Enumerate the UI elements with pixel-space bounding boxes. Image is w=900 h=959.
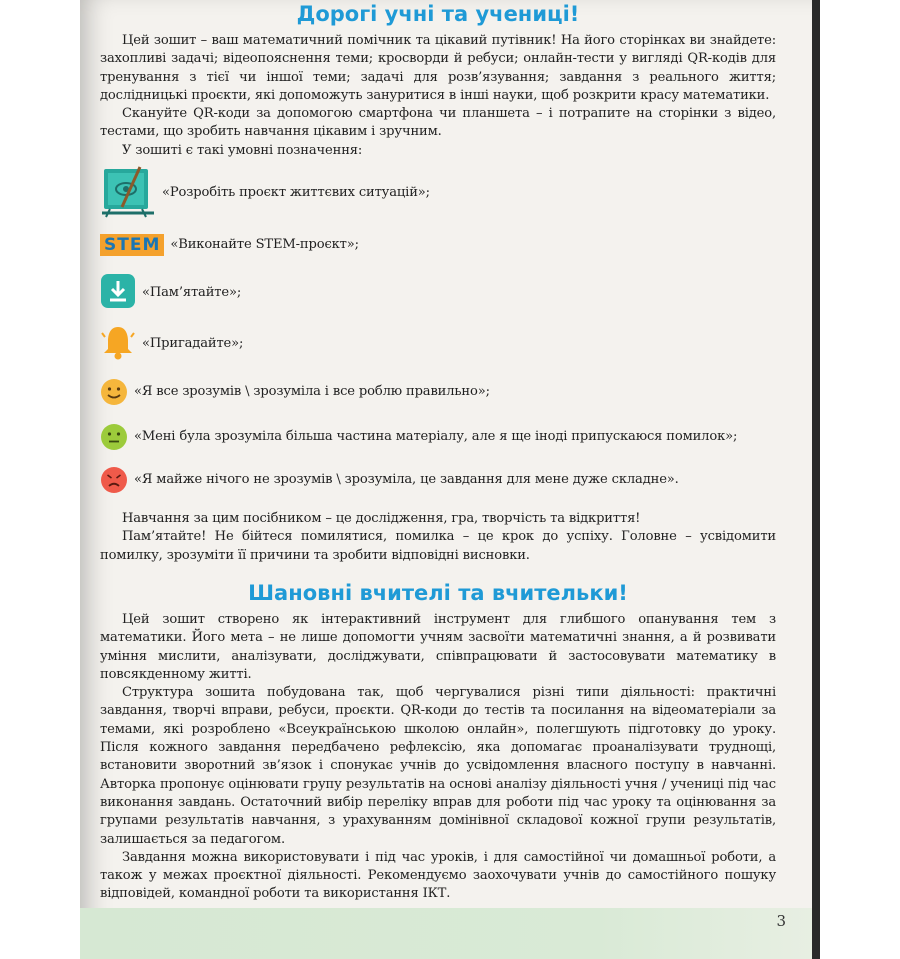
stem-badge: STEM [100, 234, 164, 256]
book-spine-edge [812, 0, 820, 959]
page-content [100, 0, 776, 904]
legend-text-project: «Розробіть проєкт життєвих ситуацій»; [162, 184, 430, 200]
legend-item-understood [100, 370, 776, 414]
footer-bar [80, 908, 820, 959]
legend-item-recall [100, 318, 776, 370]
students-heading: Дорогі учні та учениці! [296, 2, 580, 26]
legend-text-difficult: «Я майже нічого не зрозумів \ зрозуміла, це завдання для мене дуже складне». [134, 471, 679, 487]
teachers-intro-paragraph: Цей зошит створено як інтерактивний інструмент для глибшого опанування тем з математики. Його мета – не лише допомогти учням засвоїти математичні знання, а й розвивати уміння мислити, аналізувати, досліджувати, співпрацювати й застосовувати математику в повсякденному житті. [100, 611, 776, 682]
smiling-face-icon [100, 378, 128, 406]
page-number: 3 [776, 912, 786, 930]
teachers-structure-paragraph: Структура зошита побудована так, щоб чергувалися різні типи діяльності: практичні завдання, творчі вправи, ребуси, проєкти. QR-коди до тестів та посилання на відеоматеріали за темами, які розроблено «Всеукраїнською школою онлайн», полегшують підготовку до уроку. Після кожного завдання передбачено рефлексію, яка допомагає проаналізувати труднощі, встановити зворотний зв’язок і спонукає учнів до усвідомлення власного поступу в навчанні. Авторка пропонує оцінювати групу результатів на основі аналізу діяльності учня / учениці під час виконання завдань. Остаточний вибір переліку вправ для роботи під час уроку та оцінювання за групами результатів навчання, з урахуванням домінівної складової кожної групи результатів, залишається за педагогом. [100, 685, 776, 847]
legend-item-difficult [100, 460, 776, 500]
legend-text-recall: «Пригадайте»; [142, 335, 244, 351]
textbook-page [80, 0, 820, 959]
project-board-icon [100, 163, 156, 223]
students-heading-wrap [100, 0, 776, 32]
legend-text-understood: «Я все зрозумів \ зрозуміла і все роблю правильно»; [134, 383, 490, 399]
students-qr-paragraph: Скануйте QR-коди за допомогою смартфона чи планшета – і потрапите на сторінки з відео, тестами, що зробить навчання цікавим і зручним. [100, 106, 776, 140]
students-intro-paragraph: Цей зошит – ваш математичний помічник та цікавий путівник! На його сторінках ви знайдете: захопливі задачі; відеопояснення теми; кросворди й ребуси; онлайн-тести у вигляді QR-кодів для тренування з тієї чи іншої теми; задачі для розв’язування; завдання з реального життя; дослідницькі проєкти, які допоможуть зануритися в інші науки, щоб розкрити красу математики. [100, 33, 776, 103]
legend-text-stem: «Виконайте STEM-проєкт»; [170, 236, 359, 252]
teachers-heading: Шановні вчителі та вчительки! [248, 580, 628, 605]
legend-item-partly [100, 414, 776, 460]
neutral-face-icon [100, 423, 128, 451]
download-icon [100, 273, 136, 313]
legend-list [100, 164, 776, 500]
legend-text-remember: «Пам’ятайте»; [142, 284, 242, 300]
students-closing-line: Навчання за цим посібником – це дослідження, гра, творчість та відкриття! [122, 511, 641, 527]
teachers-usage-paragraph: Завдання можна використовувати і під час уроків, і для самостійної чи домашньої роботи, а також у межах проєктної діяльності. Рекомендуємо заохочувати учнів до самостійного пошуку відповідей, командної роботи та використання ІКТ. [100, 849, 776, 902]
students-legend-intro: У зошиті є такі умовні позначення: [122, 142, 363, 158]
students-closing-advice: Пам’ятайте! Не бійтеся помилятися, помилка – це крок до успіху. Головне – усвідомити помилку, зрозуміти її причини та зробити відповідні висновки. [100, 529, 776, 563]
legend-item-remember [100, 268, 776, 318]
sad-face-icon [100, 466, 128, 494]
bell-icon [100, 323, 136, 365]
teachers-heading-wrap [100, 579, 776, 611]
legend-item-project [100, 164, 776, 222]
legend-text-partly: «Мені була зрозуміла більша частина матеріалу, але я ще іноді припускаюся помилок»; [134, 428, 738, 444]
legend-item-stem [100, 222, 776, 268]
